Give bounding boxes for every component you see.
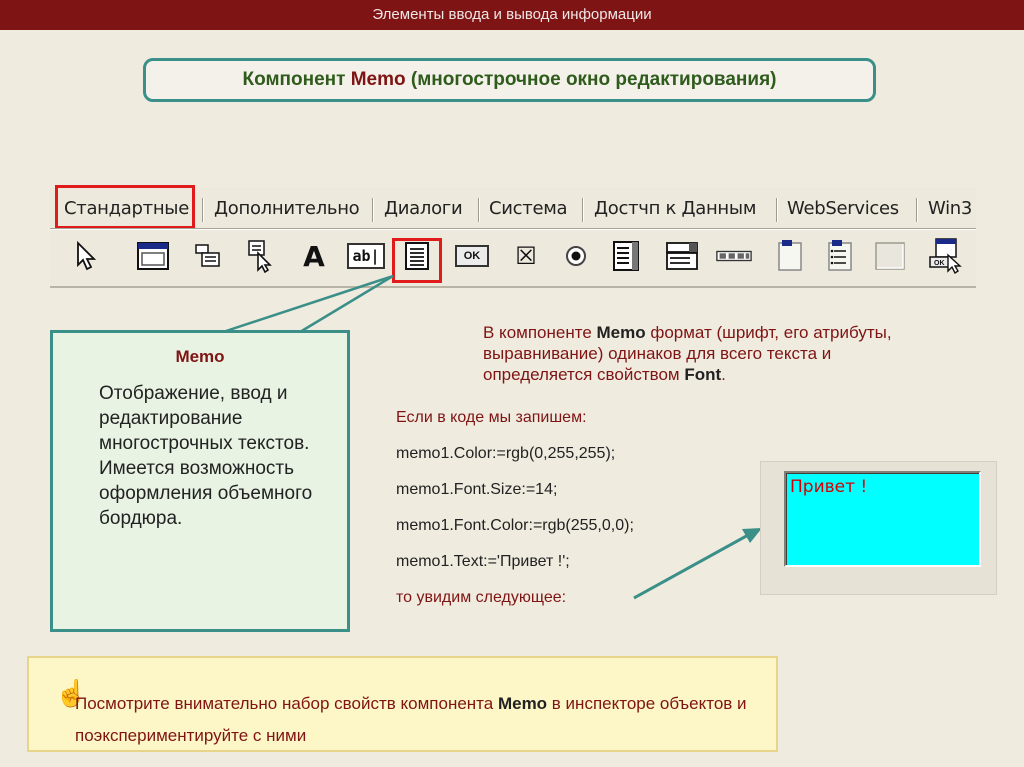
memo-demo-form bbox=[760, 461, 997, 595]
description-text: . bbox=[721, 365, 726, 384]
button-tool[interactable] bbox=[454, 238, 490, 274]
tip-memo: Memo bbox=[497, 694, 548, 713]
code-example bbox=[396, 408, 756, 624]
radio-icon bbox=[564, 244, 588, 268]
combobox-icon bbox=[665, 240, 699, 272]
code-line: memo1.Color:=rgb(0,255,255); bbox=[396, 445, 616, 462]
tip-part: в инспекторе объектов и поэкспериментируйте с ними bbox=[75, 694, 747, 745]
title-prefix: Компонент bbox=[242, 69, 351, 90]
tab-standard[interactable]: Стандартные bbox=[64, 198, 189, 219]
radiogroup-icon bbox=[826, 239, 854, 273]
memo-demo-text: Привет ! bbox=[790, 477, 868, 497]
action-list-icon bbox=[928, 237, 964, 275]
tab-separator bbox=[478, 198, 480, 222]
frame-tool[interactable] bbox=[135, 238, 171, 274]
combobox-tool[interactable] bbox=[664, 238, 700, 274]
pointing-hand-icon: ☝ bbox=[55, 678, 88, 708]
radio-button-tool[interactable] bbox=[558, 238, 594, 274]
tip-part: Посмотрите внимательно набор свойств компонента bbox=[75, 694, 498, 713]
tab-additional[interactable]: Дополнительно bbox=[214, 198, 360, 219]
code-outro: то увидим следующее: bbox=[396, 589, 567, 606]
active-tab-highlight bbox=[55, 185, 195, 229]
action-list-tool[interactable] bbox=[928, 238, 964, 274]
groupbox-tool[interactable] bbox=[772, 238, 808, 274]
tab-separator bbox=[776, 198, 778, 222]
description-font: Font bbox=[684, 365, 722, 384]
title-suffix: (многострочное окно редактирования) bbox=[405, 69, 777, 90]
scrollbar-tool[interactable] bbox=[716, 238, 752, 274]
callout-text: Отображение, ввод и редактирование многострочных текстов. Имеется возможность оформления объемного бордюра. bbox=[99, 383, 313, 529]
tab-separator bbox=[582, 198, 584, 222]
scrollbar-icon bbox=[716, 248, 752, 264]
edit-tool[interactable] bbox=[348, 238, 384, 274]
code-line: memo1.Text:='Привет !'; bbox=[396, 553, 570, 570]
description-text: В компоненте bbox=[483, 323, 597, 342]
callout-title: Memo bbox=[175, 347, 225, 366]
code-line: memo1.Font.Size:=14; bbox=[396, 481, 558, 498]
memo-tool-highlight bbox=[392, 238, 442, 283]
tip-box bbox=[27, 656, 778, 752]
checkbox-tool[interactable] bbox=[508, 238, 544, 274]
component-palette bbox=[50, 188, 976, 288]
palette-divider bbox=[50, 228, 976, 230]
panel-icon bbox=[874, 240, 906, 272]
description-text: формат (шрифт, его атрибуты, выравнивание) одинаков для всего текста и определяется свойством bbox=[483, 323, 892, 384]
panel-tool[interactable] bbox=[872, 238, 908, 274]
code-line: memo1.Font.Color:=rgb(255,0,0); bbox=[396, 517, 634, 534]
popup-menu-tool[interactable] bbox=[244, 238, 280, 274]
tab-data-access[interactable]: Достчп к Данным bbox=[594, 198, 757, 219]
tab-separator bbox=[202, 198, 204, 222]
groupbox-icon bbox=[776, 239, 804, 273]
slide-title bbox=[143, 58, 876, 102]
slide-header: Элементы ввода и вывода информации bbox=[0, 0, 1024, 30]
main-menu-icon bbox=[193, 241, 223, 271]
tab-win3[interactable]: Win3 bbox=[928, 198, 973, 219]
memo-demo[interactable] bbox=[784, 471, 981, 567]
memo-description bbox=[483, 322, 933, 385]
tab-webservices[interactable]: WebServices bbox=[787, 198, 899, 219]
pointer-tool[interactable] bbox=[68, 238, 104, 274]
pointer-icon bbox=[72, 240, 100, 272]
main-menu-tool[interactable] bbox=[190, 238, 226, 274]
code-intro: Если в коде мы запишем: bbox=[396, 409, 587, 426]
title-memo: Memo bbox=[350, 69, 406, 90]
tab-system[interactable]: Система bbox=[489, 198, 568, 219]
label-icon: A bbox=[303, 239, 325, 273]
tool-buttons bbox=[50, 232, 976, 282]
listbox-icon bbox=[611, 240, 641, 272]
svg-text:OK: OK bbox=[934, 260, 945, 267]
tab-separator bbox=[372, 198, 374, 222]
radiogroup-tool[interactable] bbox=[822, 238, 858, 274]
listbox-tool[interactable] bbox=[608, 238, 644, 274]
tab-separator bbox=[916, 198, 918, 222]
button-icon: OK bbox=[455, 245, 490, 267]
memo-callout bbox=[50, 330, 350, 632]
tip-text bbox=[75, 688, 775, 752]
label-tool[interactable] bbox=[296, 238, 332, 274]
edit-icon: ab| bbox=[347, 243, 384, 269]
frame-icon bbox=[136, 240, 170, 272]
description-memo: Memo bbox=[596, 323, 646, 342]
tab-dialogs[interactable]: Диалоги bbox=[384, 198, 463, 219]
palette-bottom-edge bbox=[50, 286, 976, 288]
checkbox-icon: ☒ bbox=[515, 242, 537, 270]
popup-menu-icon bbox=[246, 239, 278, 273]
